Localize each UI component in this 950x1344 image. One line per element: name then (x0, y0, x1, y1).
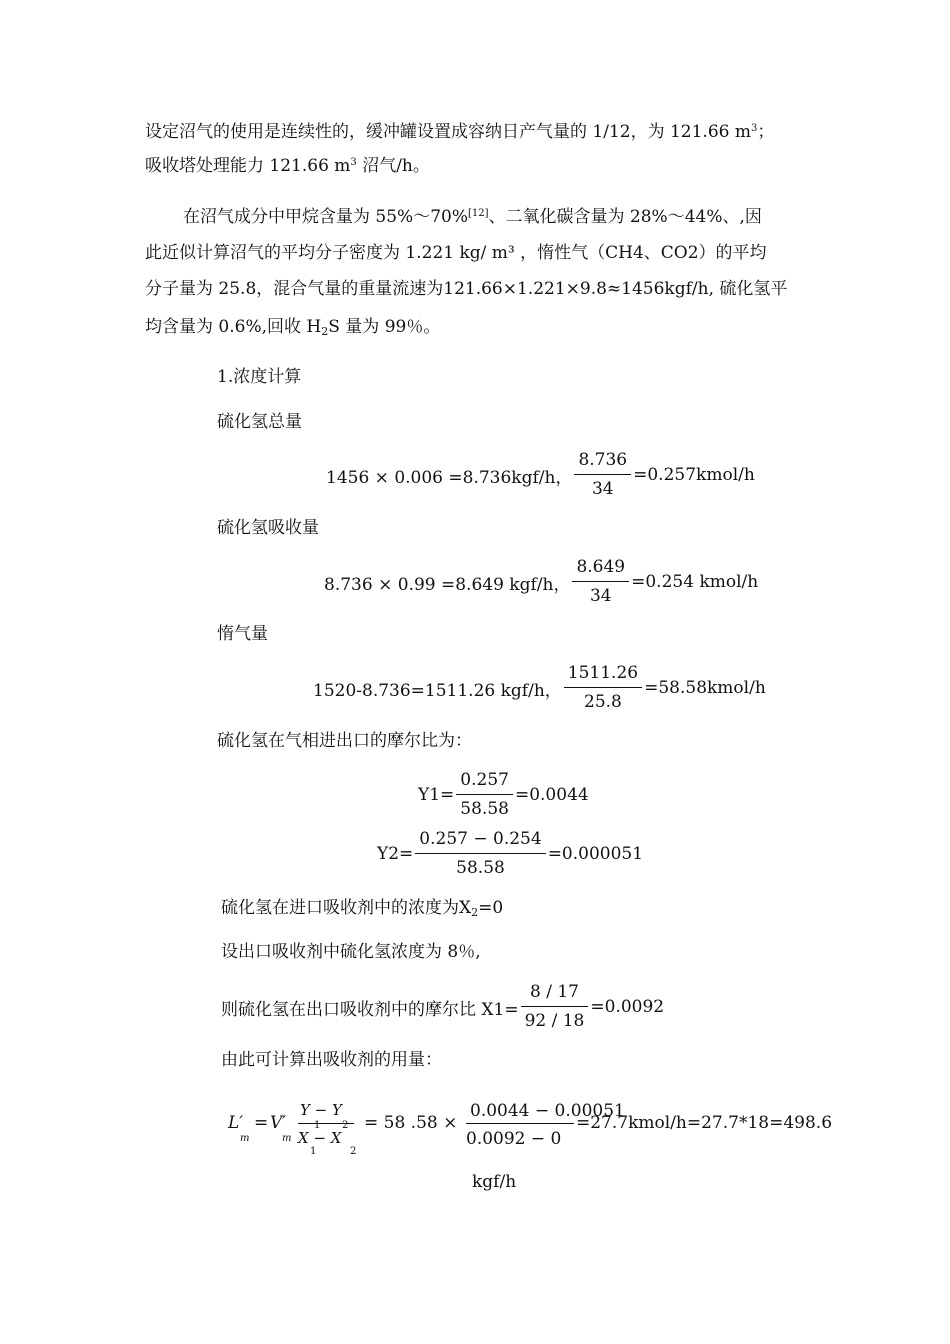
para2-line4-sub: 2 (321, 325, 329, 338)
para2-line4b: S 量为 99％。 (328, 317, 441, 337)
eq6-right: =0.0092 (590, 997, 665, 1017)
para1-line1-sup: 3 (751, 123, 758, 134)
para2-line1a: 在沼气成分中甲烷含量为 55%～70% (183, 207, 468, 227)
section-conc-calc: 1.浓度计算 (217, 367, 302, 387)
eq1-num: 8.736 (578, 450, 628, 470)
citation-ref: [12] (467, 208, 489, 219)
eq7-V: V′ (270, 1113, 287, 1133)
eq7-m1: m (240, 1133, 250, 1144)
equation-x1 (221, 984, 664, 1030)
eq7-m2: m (282, 1133, 292, 1144)
label-absorbent: 由此可计算出吸收剂的用量： (221, 1050, 442, 1070)
eq2-left: 8.736 × 0.99 =8.649 kgf/h， (324, 574, 571, 595)
eq2-num: 8.649 (576, 557, 626, 577)
equation-y1 (418, 772, 589, 818)
para1-line2-end: 沼气/h。 (356, 156, 430, 176)
eq7-fnum-s1: 1 (314, 1120, 321, 1131)
eq1-right: =0.257kmol/h (633, 465, 755, 485)
eq6-num: 8 / 17 (529, 982, 579, 1002)
para2-line1b: 、二氧化碳含量为 28%～44%、,因 (488, 207, 762, 227)
para1-line1 (145, 124, 774, 141)
eq4-fraction (456, 772, 513, 818)
equation-h2s-total (326, 452, 755, 498)
x1-text: 则硫化氢在出口吸收剂中的摩尔比 X1= (221, 999, 519, 1020)
label-mole-ratio: 硫化氢在气相进出口的摩尔比为： (217, 731, 472, 751)
eq2-den: 34 (589, 586, 612, 606)
eq7-L: L′ (228, 1113, 244, 1133)
para2-line4a: 均含量为 0.6%,回收 H (145, 317, 322, 337)
eq1-fraction (574, 452, 631, 498)
eq3-num: 1511.26 (567, 663, 639, 683)
eq4-den: 58.58 (460, 799, 509, 819)
equation-y2 (377, 831, 643, 877)
eq5-num: 0.257 − 0.254 (419, 829, 542, 849)
eq4-num: 0.257 (460, 770, 509, 790)
para1-line2-text: 吸收塔处理能力 121.66 m (145, 156, 351, 176)
equation-absorbent (228, 1098, 833, 1160)
eq7-fden: X − X (298, 1129, 342, 1147)
eq1-left: 1456 × 0.006 =8.736kgf/h， (326, 467, 573, 488)
eq7-den2: 0.0092 − 0 (466, 1129, 562, 1149)
eq3-right: =58.58kmol/h (644, 678, 766, 698)
eq7-fden-s2: 2 (350, 1146, 357, 1157)
eq5-den: 58.58 (456, 858, 505, 878)
eq3-fraction (564, 665, 642, 711)
eq1-den: 34 (591, 479, 614, 499)
eq7-mid: = 58 .58 × (364, 1113, 458, 1133)
para2-line2: 此近似计算沼气的平均分子密度为 1.221 kg/ m³ ，惰性气（CH4、CO2）的平均 (145, 243, 767, 263)
eq6-den: 92 / 18 (524, 1011, 585, 1031)
eq2-fraction (572, 559, 629, 605)
eq5-fraction (415, 831, 545, 877)
eq7-num2: 0.0044 − 0.00051 (470, 1101, 625, 1121)
eq7-fnum-s2: 2 (342, 1120, 349, 1131)
eq7-bar2 (466, 1123, 574, 1124)
x2-line (221, 900, 503, 918)
eq2-right: =0.254 kmol/h (631, 572, 759, 592)
para2-line1 (183, 209, 762, 226)
eq7-bar1 (298, 1123, 354, 1124)
eq5-left: Y2= (377, 844, 414, 864)
eq7-fden-s1: 1 (310, 1146, 317, 1157)
eq5-right: =0.000051 (547, 844, 644, 864)
equation-inert (313, 665, 766, 711)
equation-h2s-absorbed (324, 559, 758, 605)
label-h2s-absorbed: 硫化氢吸收量 (217, 518, 319, 538)
para2-line4 (145, 319, 440, 337)
para1-line1-text: 设定沼气的使用是连续性的，缓冲罐设置成容纳日产气量的 1/12，为 121.66 m (145, 122, 751, 142)
eq3-den: 25.8 (584, 692, 622, 712)
para1-line2 (145, 158, 430, 175)
x2-value: =0 (478, 898, 504, 918)
para1-line2-sup: 3 (350, 157, 357, 168)
x2-text: 硫化氢在进口吸收剂中的浓度为X (221, 898, 472, 918)
eq7-eq: = (254, 1113, 269, 1133)
para2-line3: 分子量为 25.8，混合气量的重量流速为121.66×1.221×9.8≈1456kgf/h, 硫化氢平 (145, 279, 788, 299)
x2-sub: 2 (471, 906, 479, 919)
eq7-right: =27.7kmol/h=27.7*18=498.6 (576, 1113, 833, 1133)
set-outlet-line: 设出口吸收剂中硫化氢浓度为 8％, (221, 942, 481, 962)
eq7-unit: kgf/h (472, 1172, 517, 1192)
eq7-fnum: Y − Y (300, 1101, 342, 1119)
eq4-left: Y1= (418, 785, 455, 805)
eq6-fraction (521, 984, 589, 1030)
label-h2s-total: 硫化氢总量 (217, 412, 302, 432)
eq4-right: =0.0044 (514, 785, 589, 805)
label-inert: 惰气量 (217, 624, 268, 644)
eq3-left: 1520-8.736=1511.26 kgf/h， (313, 680, 562, 701)
para1-line1-end: ； (757, 122, 775, 142)
